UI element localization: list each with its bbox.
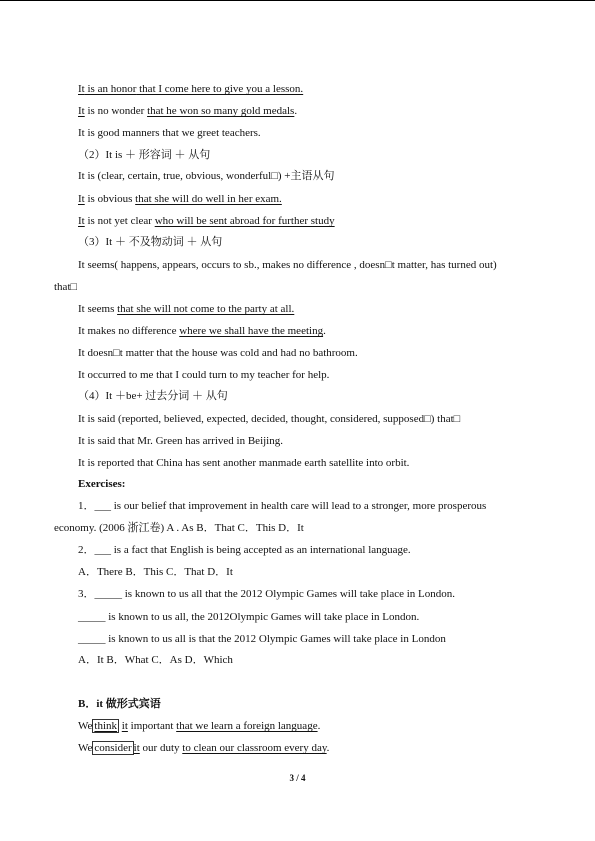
section-b-heading: B．it 做形式宾语 xyxy=(78,698,161,710)
line-3: It is good manners that we greet teachers. xyxy=(78,127,261,139)
line-13: It doesn□t matter that the house was cold and had no bathroom. xyxy=(78,347,358,359)
exercise-3-question-b: _____ is known to us all, the 2012Olympic Games will take place in London. xyxy=(78,611,420,623)
line-5: It is (clear, certain, true, obvious, wonderful□) +主语从句 xyxy=(78,170,335,182)
section-heading-3: （3）It ＋ 不及物动词 ＋ 从句 xyxy=(78,236,223,248)
exercise-1-question: 1．___ is our belief that improvement in health care will lead to a stronger, more prosperous xyxy=(78,500,487,512)
line-9: It seems( happens, appears, occurs to sb., makes no difference , doesn□t matter, has turned out) xyxy=(78,259,497,271)
line-10: that□ xyxy=(54,281,78,293)
exercises-heading: Exercises: xyxy=(78,478,126,490)
section-heading-2: （2）It is ＋ 形容词 ＋ 从句 xyxy=(78,149,211,161)
exercise-3-question-a: 3．_____ is known to us all that the 2012 Olympic Games will take place in London. xyxy=(78,588,455,600)
line-1: It is an honor that I come here to give you a lesson. xyxy=(78,83,304,95)
exercise-2-options: A．There B．This C．That D．It xyxy=(78,566,233,578)
line-30: We consider it our duty to clean our classroom every day. xyxy=(78,742,330,754)
line-17: It is said that Mr. Green has arrived in Beijing. xyxy=(78,435,283,447)
exercise-1-options: economy. (2006 浙江卷) A . As B．That C．This D．It xyxy=(54,522,304,534)
line-18: It is reported that China has sent another manmade earth satellite into orbit. xyxy=(78,457,410,469)
top-border-line xyxy=(0,0,595,1)
line-6: It is obvious that she will do well in her exam. xyxy=(78,193,282,205)
exercise-3-question-c: _____ is known to us all is that the 2012 Olympic Games will take place in London xyxy=(78,633,446,645)
exercise-2-question: 2．___ is a fact that English is being accepted as an international language. xyxy=(78,544,411,556)
line-7: It is not yet clear who will be sent abroad for further study xyxy=(78,215,335,227)
line-11: It seems that she will not come to the party at all. xyxy=(78,303,295,315)
exercise-3-options: A．It B．What C．As D．Which xyxy=(78,654,233,666)
line-29: We think it important that we learn a foreign language. xyxy=(78,720,321,732)
line-14: It occurred to me that I could turn to my teacher for help. xyxy=(78,369,330,381)
line-12: It makes no difference where we shall have the meeting. xyxy=(78,325,326,337)
page-number: 3 / 4 xyxy=(289,773,306,783)
section-heading-4: （4）It ＋be+ 过去分词 ＋ 从句 xyxy=(78,390,228,402)
line-2: It is no wonder that he won so many gold medals. xyxy=(78,105,298,117)
line-16: It is said (reported, believed, expected, decided, thought, considered, supposed□) that□ xyxy=(78,413,461,425)
